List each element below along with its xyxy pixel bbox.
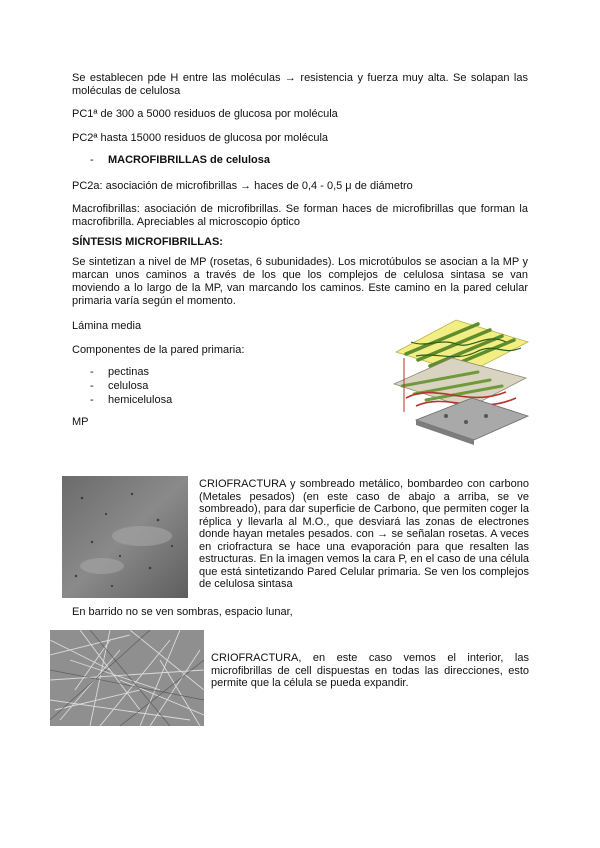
heading-macrofibrillas: MACROFIBRILLAS de celulosa — [108, 154, 270, 166]
cryofracture-micrograph-2 — [50, 630, 204, 726]
paragraph-barrido: En barrido no se ven sombras, espacio lunar, — [72, 606, 293, 618]
list-item-celulosa: celulosa — [108, 380, 149, 392]
paragraph-sintesis: Se sintetizan a nivel de MP (rosetas, 6 subunidades). Los microtúbulos se asocian a la MP y marcan unos caminos a través de los que los complejos de celulosa sintasa se van moviendo a lo largo de la MP, van marcando los caminos. Este camino en la pared celular primaria varía según el momento. — [72, 256, 528, 307]
bullet-dash: - — [90, 154, 94, 166]
cryofracture-micrograph-1 — [62, 476, 188, 598]
paragraph-pc2: PC2ª hasta 15000 residuos de glucosa por molécula — [72, 132, 329, 144]
paragraph-criofractura-2: CRIOFRACTURA, en este caso vemos el interior, las microfibrillas de cell dispuestas en todas las direcciones, esto permite que la célula se pueda expandir. — [211, 652, 529, 689]
paragraph-macrofibrillas: Macrofibrillas: asociación de microfibrillas. Se forman haces de microfibrillas que forman la macrofibrilla. Apreciables al microscopio óptico — [72, 203, 528, 228]
paragraph-pc1: PC1ª de 300 a 5000 residuos de glucosa por molécula — [72, 108, 338, 120]
lamina-media-label: Lámina media — [72, 320, 142, 332]
paragraph-hydrogen-bonds: Se establecen pde H entre las moléculas → resistencia y fuerza muy alta. Se solapan las moléculas de celulosa — [72, 72, 528, 97]
cell-wall-diagram — [386, 312, 530, 446]
bullet-dash: - — [90, 380, 94, 392]
mp-label: MP — [72, 416, 89, 428]
bullet-dash: - — [90, 394, 94, 406]
heading-sintesis: SÍNTESIS MICROFIBRILLAS: — [72, 236, 223, 248]
list-item-hemicelulosa: hemicelulosa — [108, 394, 173, 406]
plasma-membrane — [416, 398, 528, 440]
components-intro: Componentes de la pared primaria: — [72, 344, 245, 356]
paragraph-criofractura-1: CRIOFRACTURA y sombreado metálico, bombardeo con carbono (Metales pesados) (en este caso de abajo a arriba, se ve sombreado), para dar superficie de Carbono, que permiten coger la réplica y llevarla al M.O., que desviará las zonas de electrones donde hayan metales pesados. con → se señalan rosetas. A veces en criofractura se hace una evaporación para que resalten las estructuras. En la imagen vemos la cara P, en el caso de una célula que está sintetizando Pared Celular primaria. Se ven los complejos de celulosa sintasa — [199, 478, 529, 590]
paragraph-pc2a: PC2a: asociación de microfibrillas → haces de 0,4 - 0,5 μ de diámetro — [72, 180, 413, 192]
bullet-dash: - — [90, 366, 94, 378]
list-item-pectinas: pectinas — [108, 366, 149, 378]
